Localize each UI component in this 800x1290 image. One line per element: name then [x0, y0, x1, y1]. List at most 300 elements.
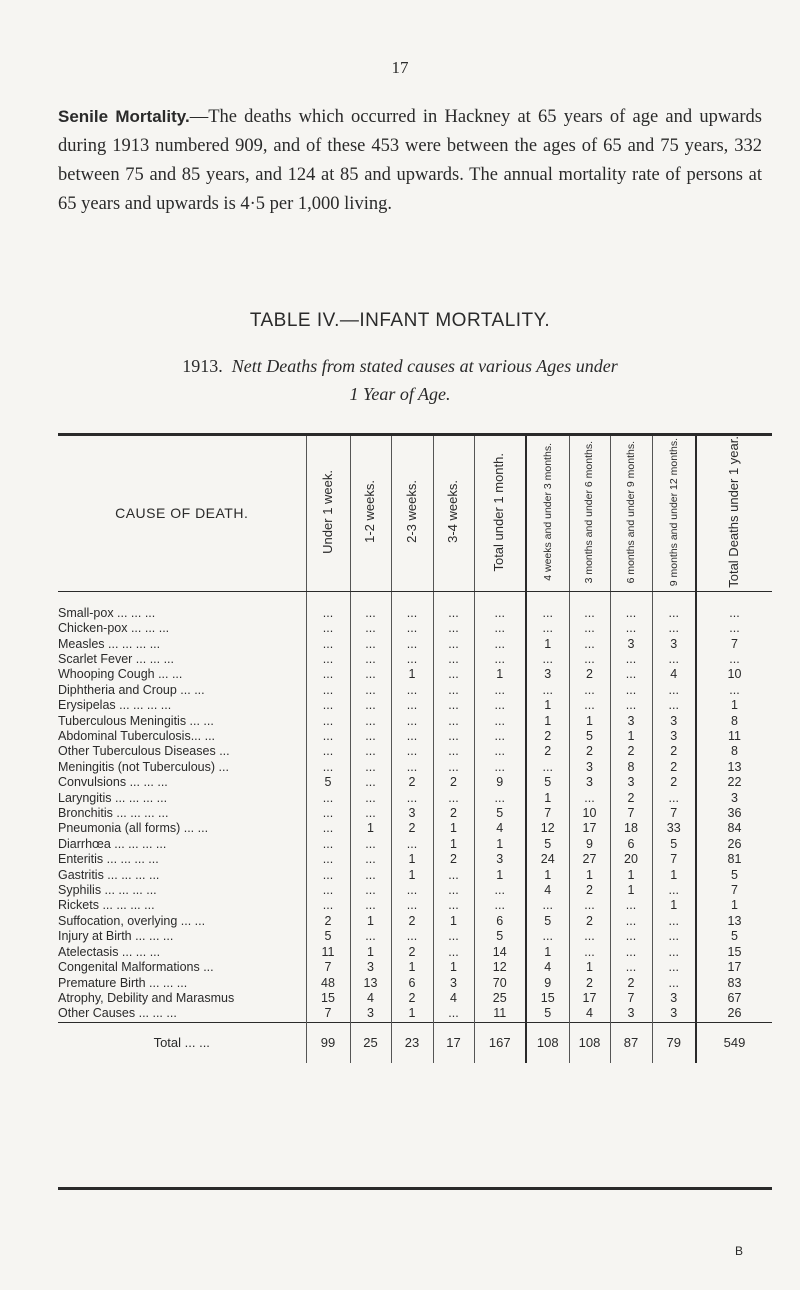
column-header-1 [306, 436, 350, 591]
value-cell: ... [610, 667, 652, 682]
value-cell: ... [350, 806, 391, 821]
value-cell: 7 [652, 806, 696, 821]
value-cell: 15 [306, 991, 350, 1006]
cause-cell: Enteritis ... ... ... ... [58, 852, 159, 867]
value-cell: 5 [569, 729, 610, 744]
value-cell: ... [306, 637, 350, 652]
value-cell: 20 [610, 852, 652, 867]
value-cell: ... [391, 729, 433, 744]
value-cell: 7 [610, 806, 652, 821]
value-cell: 7 [652, 852, 696, 867]
value-cell: ... [391, 637, 433, 652]
value-cell: 3 [652, 729, 696, 744]
value-cell: 33 [652, 821, 696, 836]
value-cell: ... [306, 744, 350, 759]
value-cell: 5 [526, 775, 569, 790]
value-cell: 17 [433, 1022, 474, 1063]
value-cell: 1 [433, 914, 474, 929]
value-cell: ... [433, 621, 474, 636]
value-cell: ... [610, 929, 652, 944]
value-cell: 2 [433, 775, 474, 790]
value-cell: 87 [610, 1022, 652, 1063]
value-cell: ... [391, 744, 433, 759]
value-cell: ... [474, 698, 526, 713]
value-cell: 1 [433, 837, 474, 852]
value-cell: 1 [610, 729, 652, 744]
value-cell: 1 [526, 714, 569, 729]
value-cell: ... [696, 621, 772, 636]
value-cell: ... [474, 729, 526, 744]
table-row [58, 652, 772, 667]
value-cell: 4 [526, 960, 569, 975]
table-row [58, 883, 772, 898]
value-cell: 9 [474, 775, 526, 790]
value-cell: ... [350, 652, 391, 667]
value-cell: ... [526, 760, 569, 775]
value-cell: ... [433, 714, 474, 729]
value-cell: 17 [569, 821, 610, 836]
value-cell: ... [350, 683, 391, 698]
value-cell: 3 [569, 760, 610, 775]
value-cell: 7 [306, 960, 350, 975]
value-cell: ... [306, 821, 350, 836]
value-cell: 1 [610, 868, 652, 883]
value-cell: 79 [652, 1022, 696, 1063]
value-cell: ... [610, 898, 652, 913]
value-cell: ... [306, 837, 350, 852]
value-cell: 3 [391, 806, 433, 821]
column-header-label: CAUSE OF DEATH. [115, 505, 249, 522]
value-cell: 17 [696, 960, 772, 975]
cause-cell: Atrophy, Debility and Marasmus [58, 990, 235, 1005]
value-cell: ... [433, 883, 474, 898]
column-header-label: 6 months and under 9 months. [624, 440, 637, 584]
table-row [58, 1006, 772, 1022]
value-cell: ... [433, 698, 474, 713]
table-row [58, 791, 772, 806]
value-cell: ... [306, 621, 350, 636]
value-cell: 1 [610, 883, 652, 898]
value-cell: 36 [696, 806, 772, 821]
value-cell: 108 [526, 1022, 569, 1063]
value-cell: ... [569, 698, 610, 713]
value-cell: ... [474, 883, 526, 898]
value-cell: ... [652, 621, 696, 636]
value-cell: 83 [696, 976, 772, 991]
value-cell: 1 [652, 868, 696, 883]
table-row [58, 683, 772, 698]
value-cell: 1 [474, 667, 526, 682]
value-cell: 2 [610, 791, 652, 806]
value-cell: ... [433, 652, 474, 667]
value-cell: 1 [391, 960, 433, 975]
value-cell: ... [474, 714, 526, 729]
value-cell: ... [474, 591, 526, 621]
value-cell: 10 [696, 667, 772, 682]
value-cell: 24 [526, 852, 569, 867]
value-cell: ... [306, 714, 350, 729]
table-row [58, 621, 772, 636]
value-cell: 2 [306, 914, 350, 929]
value-cell: ... [306, 883, 350, 898]
value-cell: 70 [474, 976, 526, 991]
value-cell: 2 [391, 775, 433, 790]
header-row [58, 436, 772, 591]
value-cell: ... [306, 806, 350, 821]
value-cell: ... [610, 914, 652, 929]
column-header-label: Total under 1 month. [491, 452, 507, 572]
value-cell: 84 [696, 821, 772, 836]
table-row [58, 868, 772, 883]
cause-cell: Other Tuberculous Diseases ... [58, 744, 230, 759]
table-title: TABLE IV.—INFANT MORTALITY. [249, 310, 551, 331]
value-cell: 26 [696, 1006, 772, 1022]
value-cell: ... [433, 744, 474, 759]
value-cell: ... [474, 791, 526, 806]
table-row [58, 775, 772, 790]
value-cell: ... [610, 683, 652, 698]
value-cell: ... [306, 729, 350, 744]
value-cell: ... [652, 791, 696, 806]
cause-cell: Gastritis ... ... ... ... [58, 867, 160, 882]
value-cell: 8 [696, 714, 772, 729]
value-cell: 2 [526, 729, 569, 744]
value-cell: ... [696, 652, 772, 667]
value-cell: ... [474, 621, 526, 636]
value-cell: ... [391, 621, 433, 636]
table-bottom-rule [58, 1187, 772, 1190]
table-subtitle-line2 [0, 384, 800, 405]
column-header-10 [696, 436, 772, 591]
value-cell: 3 [569, 775, 610, 790]
value-cell: 1 [391, 868, 433, 883]
value-cell: 2 [569, 883, 610, 898]
column-header-2 [350, 436, 391, 591]
value-cell: ... [350, 883, 391, 898]
table-row [58, 637, 772, 652]
cause-cell: Bronchitis ... ... ... ... [58, 806, 169, 821]
value-cell: 15 [696, 945, 772, 960]
value-cell: 1 [391, 852, 433, 867]
table-row [58, 744, 772, 759]
value-cell: 2 [391, 914, 433, 929]
value-cell: 3 [610, 775, 652, 790]
column-header-4 [433, 436, 474, 591]
value-cell: 5 [526, 914, 569, 929]
column-header-3 [391, 436, 433, 591]
signature-mark: B [735, 1244, 744, 1258]
value-cell: 5 [306, 775, 350, 790]
value-cell: 2 [391, 821, 433, 836]
value-cell: ... [526, 652, 569, 667]
value-cell: 4 [652, 667, 696, 682]
value-cell: 23 [391, 1022, 433, 1063]
value-cell: ... [391, 591, 433, 621]
value-cell: 5 [306, 929, 350, 944]
value-cell: 48 [306, 976, 350, 991]
value-cell: 3 [526, 667, 569, 682]
value-cell: 8 [610, 760, 652, 775]
cause-cell: Other Causes ... ... ... [58, 1006, 177, 1021]
value-cell: 26 [696, 837, 772, 852]
value-cell: ... [433, 683, 474, 698]
table-row [58, 698, 772, 713]
value-cell: 4 [433, 991, 474, 1006]
column-header-5 [474, 436, 526, 591]
value-cell: ... [306, 652, 350, 667]
value-cell: 13 [696, 760, 772, 775]
cause-cell: Atelectasis ... ... ... [58, 944, 161, 959]
value-cell: ... [350, 714, 391, 729]
value-cell: 3 [350, 960, 391, 975]
cause-cell: Chicken-pox ... ... ... [58, 621, 170, 636]
value-cell: 7 [610, 991, 652, 1006]
value-cell: 3 [610, 714, 652, 729]
cause-cell: Convulsions ... ... ... [58, 775, 168, 790]
value-cell: ... [391, 652, 433, 667]
value-cell: ... [391, 791, 433, 806]
value-cell: 18 [610, 821, 652, 836]
value-cell: ... [526, 898, 569, 913]
value-cell: 6 [610, 837, 652, 852]
value-cell: 81 [696, 852, 772, 867]
column-header-label: Under 1 week. [319, 469, 335, 554]
value-cell: ... [526, 683, 569, 698]
value-cell: ... [433, 898, 474, 913]
value-cell: ... [433, 929, 474, 944]
value-cell: 167 [474, 1022, 526, 1063]
value-cell: ... [433, 729, 474, 744]
value-cell: 11 [696, 729, 772, 744]
value-cell: ... [350, 837, 391, 852]
column-header-label: 2-3 weeks. [403, 480, 419, 544]
paragraph-text: —The deaths which occurred in Hackney at 65 years of age and upwards during 1913 numbered 909, and of these 453 were between the ages of 65 and 75 years, 332 between 75 and 85 years, and 124 at 85 and upwards. The annual mortality rate of persons at 65 years and upwards is 4·5 per 1,000 living. [58, 107, 762, 214]
table-row [58, 976, 772, 991]
value-cell: 5 [652, 837, 696, 852]
value-cell: ... [652, 960, 696, 975]
value-cell: 5 [474, 929, 526, 944]
value-cell: ... [569, 621, 610, 636]
value-cell: 1 [391, 667, 433, 682]
value-cell: 1 [350, 945, 391, 960]
value-cell: ... [306, 683, 350, 698]
value-cell: 1 [526, 868, 569, 883]
table-row [58, 914, 772, 929]
column-header-label: 3-4 weeks. [445, 480, 461, 544]
cause-cell: Abdominal Tuberculosis... ... [58, 729, 216, 744]
value-cell: ... [433, 760, 474, 775]
value-cell: ... [569, 591, 610, 621]
table-row [58, 729, 772, 744]
table-row [58, 714, 772, 729]
column-header-8 [610, 436, 652, 591]
value-cell: 3 [474, 852, 526, 867]
value-cell: 1 [433, 960, 474, 975]
table-row [58, 837, 772, 852]
cause-cell: Premature Birth ... ... ... [58, 975, 188, 990]
table-row [58, 929, 772, 944]
value-cell: 2 [569, 667, 610, 682]
value-cell: 1 [350, 821, 391, 836]
table-row [58, 806, 772, 821]
value-cell: ... [652, 652, 696, 667]
value-cell: 4 [569, 1006, 610, 1022]
value-cell: ... [610, 960, 652, 975]
value-cell: ... [526, 591, 569, 621]
value-cell: 1 [696, 698, 772, 713]
value-cell: ... [652, 698, 696, 713]
value-cell: ... [350, 929, 391, 944]
table-row [58, 760, 772, 775]
value-cell: 2 [391, 945, 433, 960]
value-cell: ... [652, 929, 696, 944]
value-cell: ... [526, 621, 569, 636]
value-cell: 2 [652, 775, 696, 790]
value-cell: 6 [474, 914, 526, 929]
value-cell: 1 [696, 898, 772, 913]
value-cell: ... [652, 945, 696, 960]
value-cell: ... [474, 637, 526, 652]
value-cell: ... [433, 868, 474, 883]
table-row [58, 852, 772, 867]
value-cell: 5 [474, 806, 526, 821]
value-cell: ... [350, 775, 391, 790]
value-cell: ... [391, 714, 433, 729]
value-cell: ... [306, 698, 350, 713]
cause-cell: Laryngitis ... ... ... ... [58, 790, 168, 805]
cause-cell: Erysipelas ... ... ... ... [58, 698, 172, 713]
table-row [58, 898, 772, 913]
value-cell: ... [391, 698, 433, 713]
column-header-cause [58, 436, 306, 591]
value-cell: 1 [350, 914, 391, 929]
value-cell: 14 [474, 945, 526, 960]
value-cell: 11 [474, 1006, 526, 1022]
value-cell: 3 [433, 976, 474, 991]
value-cell: 6 [391, 976, 433, 991]
cause-cell: Tuberculous Meningitis ... ... [58, 713, 214, 728]
value-cell: 15 [526, 991, 569, 1006]
value-cell: 11 [306, 945, 350, 960]
column-header-7 [569, 436, 610, 591]
value-cell: ... [652, 883, 696, 898]
value-cell: 2 [433, 806, 474, 821]
value-cell: 17 [569, 991, 610, 1006]
value-cell: ... [474, 760, 526, 775]
value-cell: ... [569, 791, 610, 806]
senile-mortality-paragraph [58, 102, 762, 219]
table-subtitle-line1 [0, 356, 800, 377]
total-row [58, 1022, 772, 1063]
value-cell: 67 [696, 991, 772, 1006]
cause-cell: Congenital Malformations ... [58, 960, 214, 975]
value-cell: 1 [474, 837, 526, 852]
value-cell: ... [350, 744, 391, 759]
value-cell: ... [306, 791, 350, 806]
value-cell: 1 [526, 791, 569, 806]
cause-cell: Whooping Cough ... ... [58, 667, 183, 682]
value-cell: ... [350, 621, 391, 636]
value-cell: 3 [652, 637, 696, 652]
value-cell: ... [433, 945, 474, 960]
value-cell: 2 [610, 744, 652, 759]
value-cell: 7 [696, 883, 772, 898]
cause-cell: Diarrhœa ... ... ... ... [58, 836, 167, 851]
value-cell: ... [610, 652, 652, 667]
value-cell: 3 [350, 1006, 391, 1022]
value-cell: 22 [696, 775, 772, 790]
value-cell: ... [391, 929, 433, 944]
value-cell: 1 [526, 698, 569, 713]
cause-cell: Pneumonia (all forms) ... ... [58, 821, 209, 836]
value-cell: ... [433, 791, 474, 806]
cause-cell: Injury at Birth ... ... ... [58, 929, 174, 944]
value-cell: 1 [569, 868, 610, 883]
value-cell: ... [569, 637, 610, 652]
value-cell: 1 [474, 868, 526, 883]
value-cell: ... [610, 945, 652, 960]
cause-cell: Measles ... ... ... ... [58, 636, 161, 651]
value-cell: 5 [526, 1006, 569, 1022]
value-cell: ... [350, 760, 391, 775]
value-cell: 25 [474, 991, 526, 1006]
value-cell: 2 [569, 744, 610, 759]
paragraph-heading: Senile Mortality. [58, 107, 190, 126]
column-header-6 [526, 436, 569, 591]
column-header-label: 3 months and under 6 months. [583, 440, 596, 584]
value-cell: 2 [526, 744, 569, 759]
column-header-label: 1-2 weeks. [362, 480, 378, 544]
value-cell: ... [350, 637, 391, 652]
value-cell: ... [350, 791, 391, 806]
value-cell: ... [350, 852, 391, 867]
value-cell: 12 [474, 960, 526, 975]
value-cell: 10 [569, 806, 610, 821]
table-row [58, 945, 772, 960]
value-cell: ... [306, 667, 350, 682]
value-cell: 27 [569, 852, 610, 867]
value-cell: ... [610, 698, 652, 713]
value-cell: 9 [569, 837, 610, 852]
value-cell: 7 [526, 806, 569, 821]
cause-cell: Rickets ... ... ... ... [58, 898, 155, 913]
value-cell: ... [433, 667, 474, 682]
value-cell: 1 [652, 898, 696, 913]
value-cell: ... [433, 637, 474, 652]
value-cell: 4 [526, 883, 569, 898]
value-cell: ... [391, 898, 433, 913]
value-cell: ... [474, 683, 526, 698]
cause-cell: Scarlet Fever ... ... ... [58, 651, 175, 666]
value-cell: ... [569, 652, 610, 667]
value-cell: ... [433, 591, 474, 621]
value-cell: ... [474, 652, 526, 667]
value-cell: 1 [391, 1006, 433, 1022]
value-cell: ... [391, 883, 433, 898]
value-cell: ... [433, 1006, 474, 1022]
value-cell: ... [474, 744, 526, 759]
table-row [58, 667, 772, 682]
value-cell: ... [569, 683, 610, 698]
column-header-9 [652, 436, 696, 591]
value-cell: 99 [306, 1022, 350, 1063]
column-header-label: 9 months and under 12 months. [667, 437, 680, 587]
infant-mortality-table [58, 436, 772, 1063]
subtitle-text: Nett Deaths from stated causes at various Ages under [231, 356, 618, 376]
value-cell: 1 [433, 821, 474, 836]
value-cell: 3 [610, 1006, 652, 1022]
table-row [58, 991, 772, 1006]
